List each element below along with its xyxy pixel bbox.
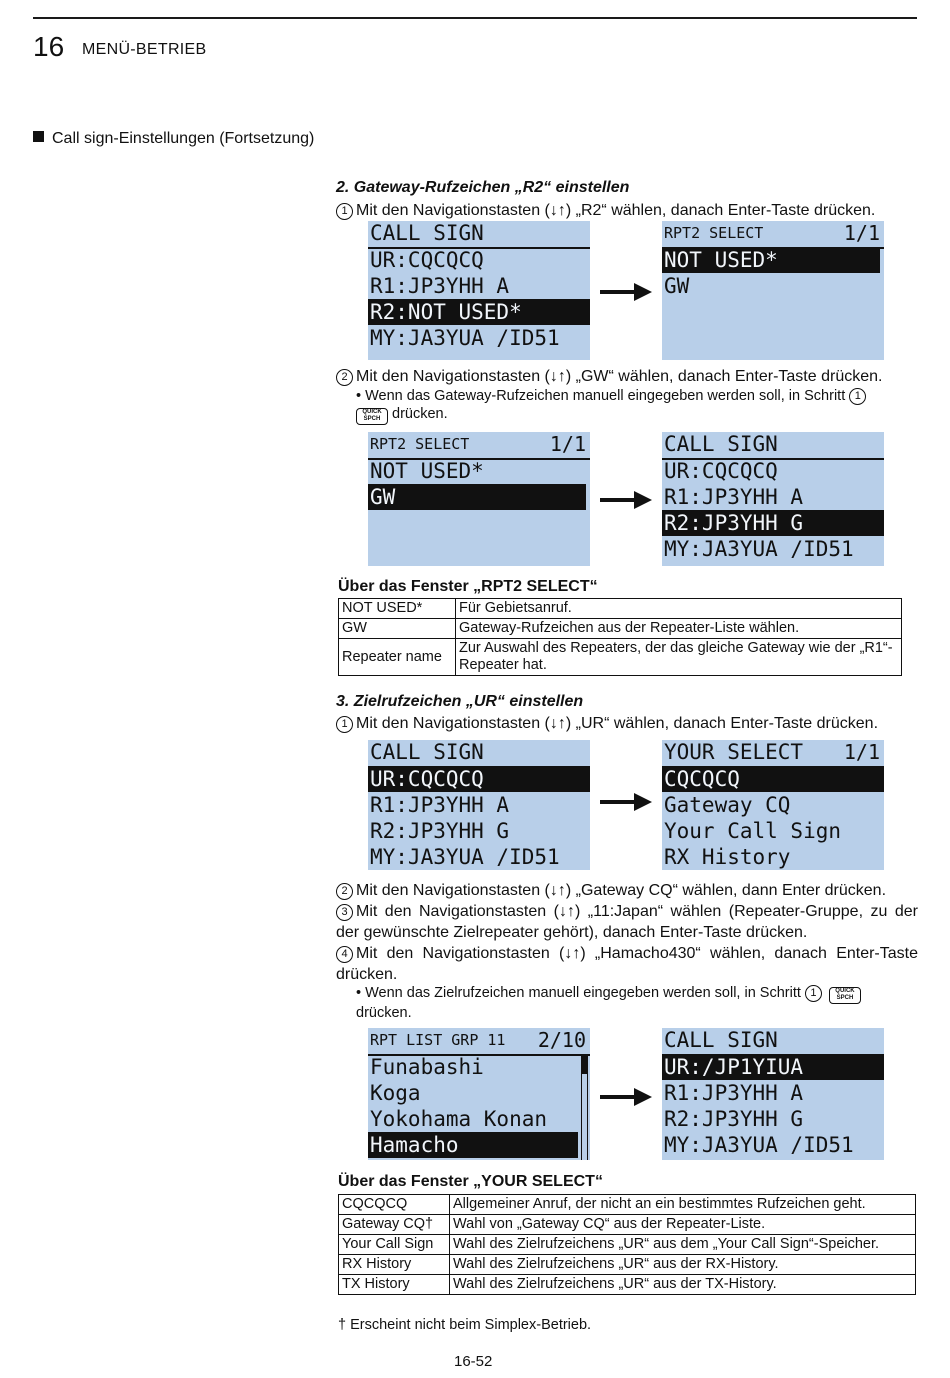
chapter-title: MENÜ-BETRIEB [82, 41, 207, 58]
lcd-row: UR:CQCQCQ [664, 459, 778, 483]
quick-spch-key-icon: QUICK SPCH [829, 987, 861, 1004]
table-row: NOT USED* Für Gebietsanruf. [339, 599, 902, 619]
lcd-row: Yokohama Konan [370, 1107, 548, 1131]
lcd-row: Funabashi [370, 1055, 484, 1079]
part2-heading: 2. Gateway-Rufzeichen „R2“ einstellen [336, 179, 630, 196]
arrow-right-icon [600, 1085, 652, 1109]
lcd-row: GW [664, 274, 690, 298]
lcd-row: Your Call Sign [664, 819, 842, 843]
lcd-call-sign-1: CALL SIGN UR:CQCQCQ R1:JP3YHH A R2:NOT USED* MY:JA3YUA /ID51 [368, 221, 590, 360]
table-row: GW Gateway-Rufzeichen aus der Repeater-Liste wählen. [339, 619, 902, 639]
header-rule [33, 17, 917, 19]
part3-step2: 2 Mit den Navigationstasten (↓↑) „Gateway CQ“ wählen, dann Enter drücken. [336, 880, 918, 901]
lcd-rpt2-select-2: RPT2 SELECT 1/1 NOT USED* GW [368, 432, 590, 566]
lcd-row: UR:CQCQCQ [370, 248, 484, 272]
table-row: Gateway CQ† Wahl von „Gateway CQ“ aus der Repeater-Liste. [339, 1215, 916, 1235]
lcd-row: R1:JP3YHH A [370, 793, 510, 817]
rpt2-table-title: Über das Fenster „RPT2 SELECT“ [338, 578, 598, 595]
lcd-row-selected: GW [368, 484, 586, 510]
table-row: CQCQCQ Allgemeiner Anruf, der nicht an ein bestimmtes Rufzeichen geht. [339, 1195, 916, 1215]
lcd-row-selected: CQCQCQ [662, 766, 884, 792]
lcd-call-sign-3: CALL SIGN UR:CQCQCQ R1:JP3YHH A R2:JP3YHH G MY:JA3YUA /ID51 [368, 740, 590, 870]
lcd-call-sign-2: CALL SIGN UR:CQCQCQ R1:JP3YHH A R2:JP3YHH G MY:JA3YUA /ID51 [662, 432, 884, 566]
your-select-table-title: Über das Fenster „YOUR SELECT“ [338, 1173, 603, 1190]
chapter-number: 16 [33, 31, 65, 62]
lcd-scrollbar [581, 1054, 588, 1160]
quick-spch-key-icon: QUICK SPCH [356, 408, 388, 425]
lcd-row-selected: Hamacho [368, 1132, 578, 1158]
part3-bullet: • Wenn das Zielrufzeichen manuell eingegeben werden soll, in Schritt 1 QUICK SPCH drücken. [356, 984, 918, 1022]
arrow-right-icon [600, 488, 652, 512]
lcd-your-select: YOUR SELECT 1/1 CQCQCQ Gateway CQ Your Call Sign RX History [662, 740, 884, 870]
lcd-row: R2:JP3YHH G [664, 1107, 804, 1131]
lcd-row: R1:JP3YHH A [664, 1081, 804, 1105]
lcd-row-selected: R2:NOT USED* [368, 299, 590, 325]
part2-step1: 1 Mit den Navigationstasten (↓↑) „R2“ wählen, danach Enter-Taste drücken. [336, 200, 918, 221]
table-row: Your Call Sign Wahl des Zielrufzeichens „UR“ aus dem „Your Call Sign“-Speicher. [339, 1235, 916, 1255]
lcd-row: MY:JA3YUA /ID51 [370, 326, 560, 350]
lcd-row: Gateway CQ [664, 793, 791, 817]
page-number: 16-52 [454, 1353, 493, 1370]
lcd-rpt-list-grp: RPT LIST GRP 11 2/10 Funabashi Koga Yokohama Konan Hamacho [368, 1028, 590, 1160]
scrollbar-thumb [582, 1054, 587, 1074]
part3-heading: 3. Zielrufzeichen „UR“ einstellen [336, 693, 584, 710]
part2-bullet: • Wenn das Gateway-Rufzeichen manuell eingegeben werden soll, in Schritt 1 QUICK SPCH drücken. [356, 387, 918, 425]
lcd-row-selected: UR:/JP1YIUA [662, 1054, 884, 1080]
section-title: Call sign-Einstellungen (Fortsetzung) [33, 130, 314, 148]
lcd-row: RX History [664, 845, 791, 869]
rpt2-select-table [338, 598, 902, 676]
part2-step2: 2 Mit den Navigationstasten (↓↑) „GW“ wählen, danach Enter-Taste drücken. [336, 366, 918, 387]
your-select-table [338, 1194, 916, 1295]
part3-step1: 1 Mit den Navigationstasten (↓↑) „UR“ wählen, danach Enter-Taste drücken. [336, 713, 918, 734]
part3-step4: 4 Mit den Navigationstasten (↓↑) „Hamacho430“ wählen, danach Enter-Taste drücken. [336, 945, 918, 983]
lcd-row-selected: R2:JP3YHH G [662, 510, 884, 536]
lcd-call-sign-4: CALL SIGN UR:/JP1YIUA R1:JP3YHH A R2:JP3YHH G MY:JA3YUA /ID51 [662, 1028, 884, 1160]
part3-step3: 3 Mit den Navigationstasten (↓↑) „11:Japan“ wählen (Repeater-Gruppe, zu der der gewünschte Zielrepeater gehört), danach Enter-Taste drücken. [336, 903, 918, 941]
lcd-row: MY:JA3YUA /ID51 [370, 845, 560, 869]
arrow-right-icon [600, 280, 652, 304]
footnote: † Erscheint nicht beim Simplex-Betrieb. [338, 1317, 592, 1333]
lcd-row: R2:JP3YHH G [370, 819, 510, 843]
arrow-right-icon [600, 790, 652, 814]
lcd-row: MY:JA3YUA /ID51 [664, 1133, 854, 1157]
lcd-row: R1:JP3YHH A [664, 485, 804, 509]
lcd-row-selected: UR:CQCQCQ [368, 766, 590, 792]
lcd-row: R1:JP3YHH A [370, 274, 510, 298]
table-row: TX History Wahl des Zielrufzeichens „UR“ aus der TX-History. [339, 1275, 916, 1295]
lcd-rpt2-select-1: RPT2 SELECT 1/1 NOT USED* GW [662, 221, 884, 360]
lcd-row: NOT USED* [370, 459, 484, 483]
lcd-row-selected: NOT USED* [662, 247, 880, 273]
square-bullet-icon [33, 131, 44, 142]
lcd-row: MY:JA3YUA /ID51 [664, 537, 854, 561]
table-row: RX History Wahl des Zielrufzeichens „UR“ aus der RX-History. [339, 1255, 916, 1275]
lcd-row: Koga [370, 1081, 421, 1105]
table-row: Repeater name Zur Auswahl des Repeaters, der das gleiche Gateway wie der „R1“-Repeater hat. [339, 639, 902, 676]
